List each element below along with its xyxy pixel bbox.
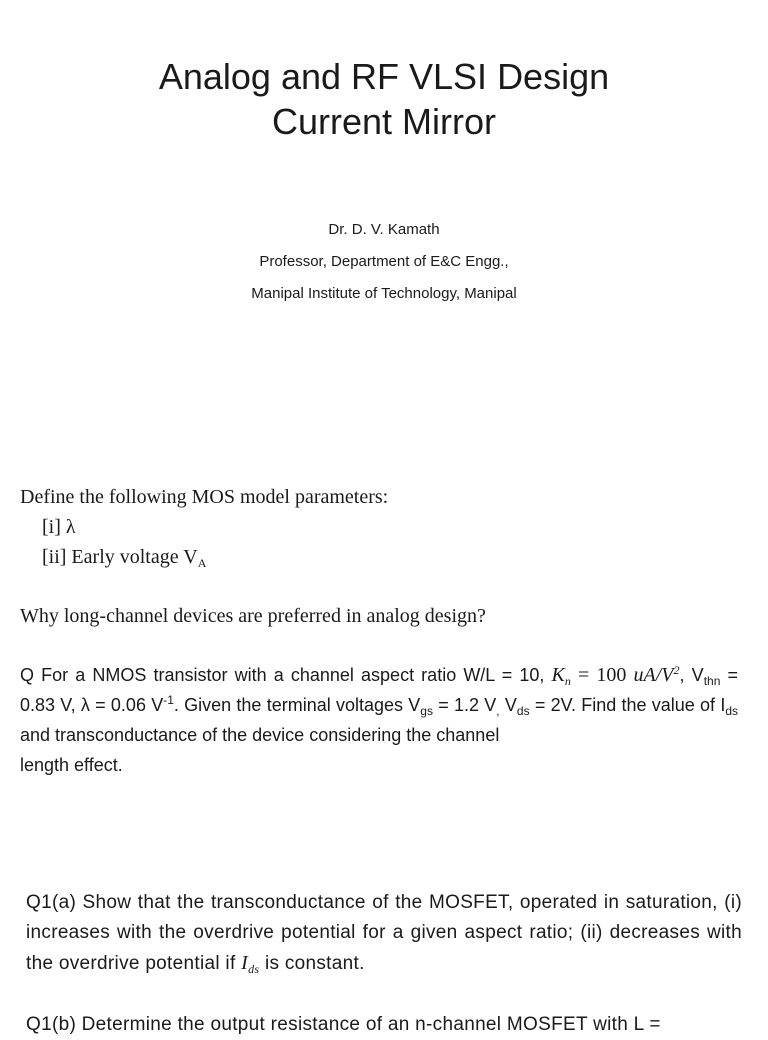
author-block [0, 214, 768, 310]
q1a-end: is constant. [259, 953, 365, 974]
lambda-unit-exponent: -1 [163, 693, 174, 707]
nmos-text-5: V [499, 695, 517, 715]
vds-subscript: ds [516, 704, 530, 718]
kn-symbol: $K_n$ [551, 664, 571, 688]
page-title [0, 54, 768, 144]
vthn-symbol: $V_{thn}$ [691, 665, 721, 688]
early-voltage-subscript: A [197, 556, 207, 570]
nmos-text-6: = 2V. Find the value of I [529, 695, 726, 715]
nmos-text-7: and transconductance of the device considering the channel [20, 725, 500, 745]
q1a-text: Q1(a) Show that the transconductance of the MOSFET, operated in saturation, (i) increases with the overdrive potential for a given aspect ratio; (ii) decreases with the overdrive potential if [26, 892, 742, 974]
nmos-text-1: Q For a NMOS transistor with a channel aspect ratio W/L = 10, [20, 665, 552, 685]
q1a-question [26, 888, 742, 979]
define-item-lambda: [i] λ [42, 516, 76, 538]
author-name: Dr. D. V. Kamath [328, 221, 440, 238]
nmos-question-end: length effect. [20, 755, 123, 775]
vgs-subscript: gs [420, 704, 433, 718]
q1b-question: Q1(b) Determine the output resistance of an n-channel MOSFET with L = [26, 1014, 661, 1035]
title-line-2: Current Mirror [271, 101, 496, 142]
nmos-comma: , [679, 665, 685, 685]
author-position: Professor, Department of E&C Engg., [259, 253, 509, 270]
kn-value: = 100 [570, 664, 634, 686]
author-institute: Manipal Institute of Technology, Manipal [251, 285, 517, 302]
nmos-question [20, 660, 738, 780]
kn-unit: $uA/V^2$ [633, 663, 680, 686]
nmos-text-4: = 1.2 V [432, 695, 497, 715]
define-heading: Define the following MOS model parameters: [20, 486, 389, 508]
long-channel-question: Why long-channel devices are preferred in analog design? [20, 605, 486, 627]
ids-subscript: ds [725, 704, 739, 718]
early-voltage-label: [ii] Early voltage V [42, 546, 198, 568]
comma-subscript: , [496, 704, 500, 718]
title-line-1: Analog and RF VLSI Design [158, 56, 610, 97]
q1a-ids-symbol: $I_{ds}$ [241, 952, 260, 976]
nmos-text-3: . Given the terminal voltages V [173, 695, 421, 715]
define-parameters-question [20, 482, 738, 572]
define-item-early-voltage [20, 542, 738, 572]
nmos-question-body [20, 660, 738, 750]
nmos-text-2: = 0.83 V, λ = 0.06 V [20, 665, 739, 715]
